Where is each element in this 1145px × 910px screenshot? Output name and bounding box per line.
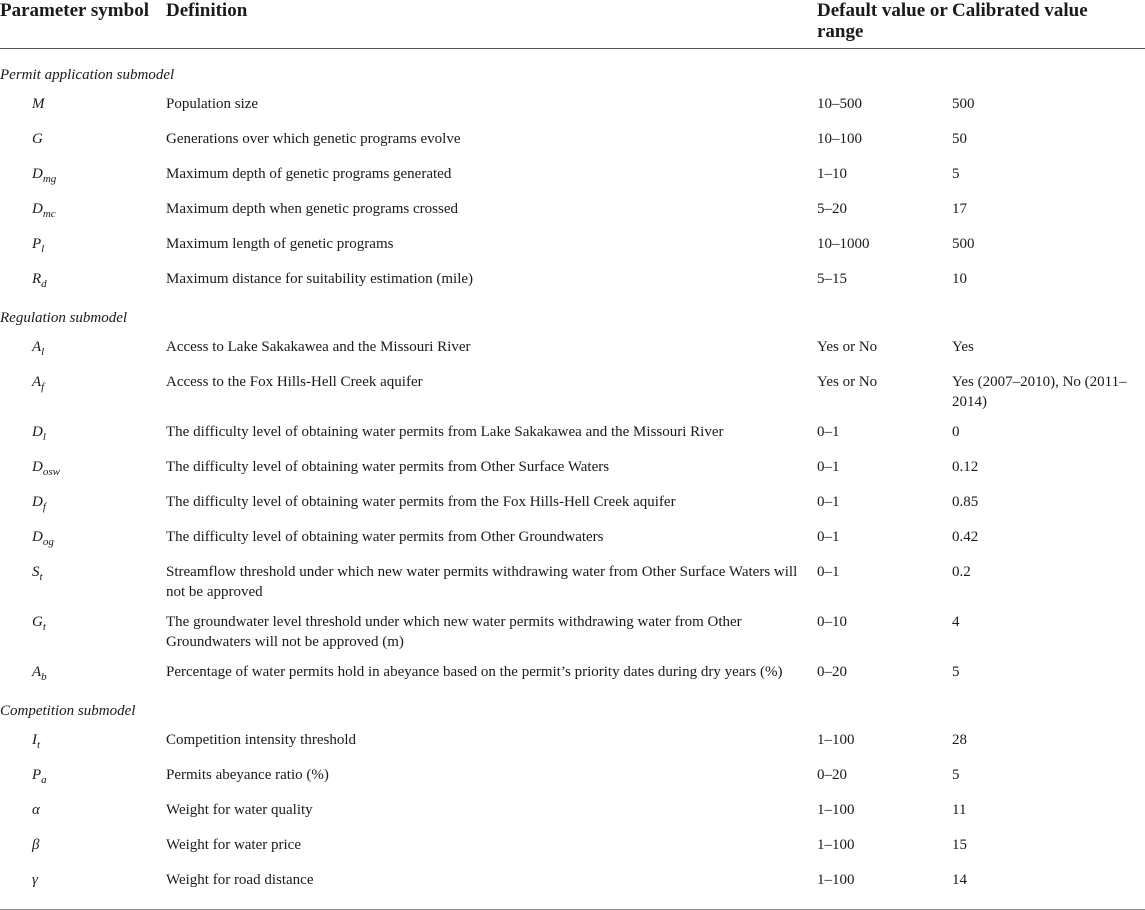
symbol-subscript: t [37, 739, 41, 751]
symbol-cell [0, 159, 166, 194]
symbol-main: M [32, 96, 45, 112]
symbol-main: G [32, 614, 43, 630]
symbol-subscript: f [42, 501, 46, 513]
header-definition: Definition [166, 0, 817, 49]
symbol-cell [0, 452, 166, 487]
default-range-cell: 0–20 [817, 767, 847, 783]
symbol-cell [0, 795, 166, 830]
calibrated-value-cell: 15 [952, 837, 967, 853]
calibrated-value-cell: 4 [952, 614, 960, 630]
default-range-cell: 0–10 [817, 614, 847, 630]
calibrated-value-cell: 0.42 [952, 529, 979, 545]
symbol-main: P [32, 236, 42, 252]
calibrated-value-cell: 5 [952, 767, 960, 783]
symbol-cell [0, 830, 166, 865]
definition-cell: Access to the Fox Hills-Hell Creek aquifer [166, 374, 423, 390]
table-row [0, 159, 1145, 194]
table-row [0, 557, 1145, 607]
definition-cell: The difficulty level of obtaining water permits from Other Surface Waters [166, 459, 610, 475]
definition-cell: Streamflow threshold under which new water permits withdrawing water from Other Surface Waters will not be approved [166, 564, 798, 600]
calibrated-value-cell: 500 [952, 236, 975, 252]
symbol-subscript: l [41, 346, 45, 358]
default-range-cell: 0–1 [817, 564, 840, 580]
symbol-subscript: l [42, 431, 46, 443]
calibrated-value-cell: 11 [952, 802, 967, 818]
symbol-cell [0, 229, 166, 264]
symbol-cell [0, 865, 166, 910]
calibrated-value-cell: 0.12 [952, 459, 979, 475]
default-range-cell: 5–20 [817, 201, 847, 217]
symbol-subscript: d [41, 278, 47, 290]
calibrated-value-cell: 5 [952, 664, 960, 680]
symbol-main: S [32, 564, 40, 580]
default-range-cell: 0–1 [817, 529, 840, 545]
symbol-main: γ [32, 872, 38, 888]
symbol-cell [0, 557, 166, 607]
definition-cell: Maximum depth when genetic programs crossed [166, 201, 459, 217]
default-range-cell: 1–100 [817, 732, 855, 748]
table-row [0, 89, 1145, 124]
symbol-main: A [32, 339, 42, 355]
default-range-cell: 1–100 [817, 865, 952, 910]
definition-cell: Percentage of water permits hold in abeyance based on the permit’s priority dates during dry years (%) [166, 664, 783, 680]
symbol-subscript: t [42, 621, 46, 633]
table-row [0, 607, 1145, 657]
definition-cell: Competition intensity threshold [166, 732, 356, 748]
table-row [0, 865, 1145, 910]
header-default: Default value or range [817, 0, 952, 49]
symbol-subscript: l [41, 243, 45, 255]
symbol-main: D [32, 459, 43, 475]
calibrated-value-cell: 10 [952, 271, 967, 287]
symbol-main: A [32, 374, 42, 390]
definition-cell: Population size [166, 96, 259, 112]
section-title: Regulation submodel [0, 310, 128, 326]
default-range-cell: 10–1000 [817, 236, 870, 252]
definition-cell: The difficulty level of obtaining water permits from Other Groundwaters [166, 529, 604, 545]
table-row [0, 725, 1145, 760]
default-range-cell: 1–100 [817, 837, 855, 853]
symbol-subscript: mg [42, 173, 57, 185]
table-row [0, 760, 1145, 795]
table-row [0, 795, 1145, 830]
symbol-subscript: og [42, 536, 54, 548]
definition-cell: The difficulty level of obtaining water permits from the Fox Hills-Hell Creek aquifer [166, 494, 676, 510]
symbol-cell [0, 332, 166, 367]
default-range-cell: 0–1 [817, 424, 840, 440]
definition-cell: Access to Lake Sakakawea and the Missouri River [166, 339, 471, 355]
symbol-cell [0, 367, 166, 417]
definition-cell: Maximum depth of genetic programs generated [166, 166, 452, 182]
symbol-cell [0, 522, 166, 557]
symbol-main: α [32, 802, 40, 818]
definition-cell: Generations over which genetic programs evolve [166, 131, 461, 147]
calibrated-value-cell: Yes (2007–2010), No (2011–2014) [952, 374, 1127, 410]
symbol-main: D [32, 494, 43, 510]
symbol-main: D [32, 201, 43, 217]
table-row [0, 229, 1145, 264]
definition-cell: Permits abeyance ratio (%) [166, 767, 329, 783]
symbol-cell [0, 124, 166, 159]
table-row [0, 487, 1145, 522]
default-range-cell: 0–1 [817, 494, 840, 510]
table-row [0, 367, 1145, 417]
symbol-main: R [32, 271, 42, 287]
calibrated-value-cell: 28 [952, 732, 967, 748]
definition-cell: The difficulty level of obtaining water permits from Lake Sakakawea and the Missouri River [166, 424, 724, 440]
section-title: Competition submodel [0, 703, 136, 719]
table-row [0, 124, 1145, 159]
symbol-subscript: b [41, 671, 47, 683]
default-range-cell: 0–1 [817, 459, 840, 475]
calibrated-value-cell: 50 [952, 131, 967, 147]
definition-cell: The groundwater level threshold under which new water permits withdrawing water from Other Groundwaters will not be approved (m) [166, 614, 742, 650]
symbol-main: P [32, 767, 42, 783]
symbol-cell [0, 725, 166, 760]
symbol-cell [0, 194, 166, 229]
symbol-main: A [32, 664, 42, 680]
table-row [0, 830, 1145, 865]
calibrated-value-cell: Yes [952, 339, 974, 355]
default-range-cell: Yes or No [817, 339, 878, 355]
symbol-subscript: f [41, 381, 45, 393]
symbol-main: D [32, 166, 43, 182]
table-row [0, 452, 1145, 487]
symbol-main: D [32, 424, 43, 440]
calibrated-value-cell: 0.85 [952, 494, 979, 510]
symbol-subscript: osw [42, 466, 60, 478]
symbol-main: β [32, 837, 40, 853]
symbol-subscript: t [39, 571, 43, 583]
symbol-main: G [32, 131, 43, 147]
section-row [0, 49, 1145, 90]
section-row [0, 299, 1145, 332]
symbol-cell [0, 657, 166, 692]
header-calibrated: Calibrated value [952, 0, 1145, 49]
table-row [0, 657, 1145, 692]
calibrated-value-cell: 14 [952, 865, 1145, 910]
header-symbol: Parameter symbol [0, 0, 166, 49]
default-range-cell: 10–100 [817, 131, 862, 147]
table-row [0, 332, 1145, 367]
calibrated-value-cell: 5 [952, 166, 960, 182]
table-row [0, 522, 1145, 557]
symbol-cell [0, 417, 166, 452]
table-row [0, 417, 1145, 452]
symbol-cell [0, 760, 166, 795]
definition-cell: Weight for water price [166, 837, 301, 853]
default-range-cell: 10–500 [817, 96, 862, 112]
definition-cell: Maximum distance for suitability estimation (mile) [166, 271, 474, 287]
calibrated-value-cell: 500 [952, 96, 975, 112]
calibrated-value-cell: 17 [952, 201, 967, 217]
section-row [0, 692, 1145, 725]
header-row [0, 0, 1145, 49]
symbol-main: I [32, 732, 37, 748]
symbol-subscript: a [41, 774, 47, 786]
symbol-cell [0, 264, 166, 299]
default-range-cell: 0–20 [817, 664, 847, 680]
table-body [0, 49, 1145, 910]
calibrated-value-cell: 0.2 [952, 564, 971, 580]
calibrated-value-cell: 0 [952, 424, 960, 440]
symbol-cell [0, 487, 166, 522]
symbol-main: D [32, 529, 43, 545]
default-range-cell: Yes or No [817, 374, 878, 390]
default-range-cell: 5–15 [817, 271, 847, 287]
definition-cell: Weight for road distance [166, 865, 817, 910]
default-range-cell: 1–100 [817, 802, 855, 818]
definition-cell: Weight for water quality [166, 802, 313, 818]
default-range-cell: 1–10 [817, 166, 847, 182]
symbol-subscript: mc [42, 208, 56, 220]
table-row [0, 264, 1145, 299]
table-row [0, 194, 1145, 229]
definition-cell: Maximum length of genetic programs [166, 236, 394, 252]
symbol-cell [0, 607, 166, 657]
symbol-cell [0, 89, 166, 124]
section-title: Permit application submodel [0, 67, 175, 83]
